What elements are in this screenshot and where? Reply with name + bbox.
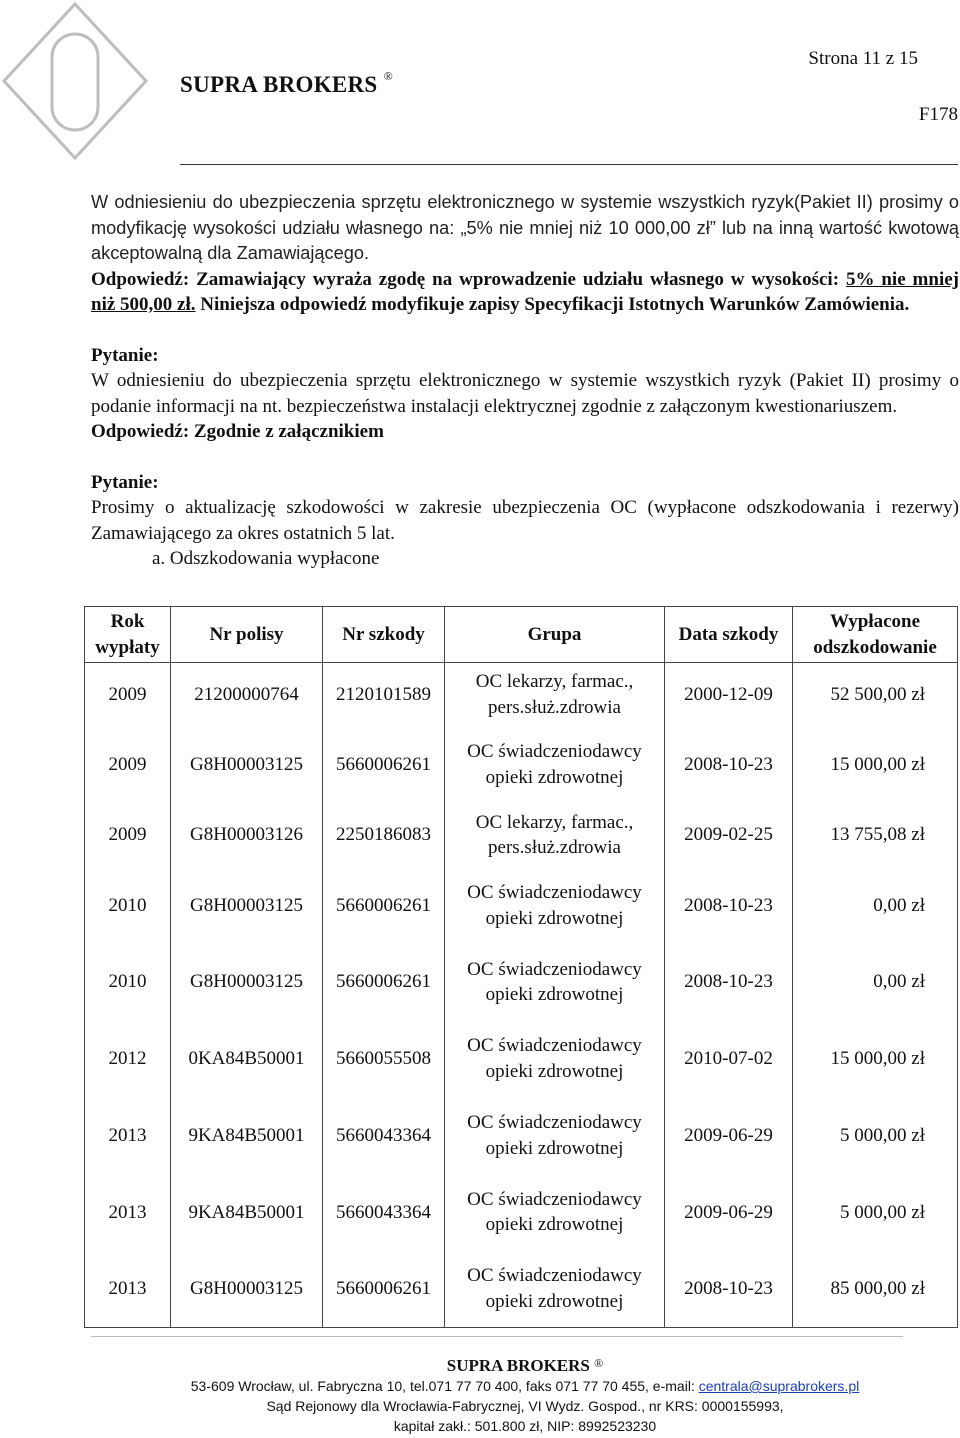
- footer-address: [91, 1376, 959, 1396]
- col-group: Grupa: [445, 607, 665, 663]
- col-date: Data szkody: [665, 607, 793, 663]
- answer-1-rest: Niniejsza odpowiedź modyfikuje zapisy Specyfikacji Istotnych Warunków Zamówienia.: [195, 294, 910, 315]
- brand-title: [180, 69, 394, 98]
- cell-claim: 5660006261: [323, 944, 445, 1021]
- document-code: F178: [918, 104, 958, 125]
- request-paragraph-1: W odniesieniu do ubezpieczenia sprzętu elektronicznego w systemie wszystkich ryzyk(Pakiet II) prosimy o modyfikację wysokości udziału własnego na: „5% nie mniej niż 10 000,00 zł” lub na inną wartość kwotową akceptowalną dla Zamawiającego.: [91, 192, 959, 263]
- cell-group: OC świadczeniodawcy opieki zdrowotnej: [445, 1021, 665, 1098]
- cell-amount: 13 755,08 zł: [793, 803, 958, 867]
- cell-group: OC lekarzy, farmac., pers.służ.zdrowia: [445, 803, 665, 867]
- cell-policy: G8H00003125: [171, 944, 323, 1021]
- cell-claim: 5660006261: [323, 867, 445, 944]
- table-row: [85, 1097, 958, 1174]
- table-row: [85, 1021, 958, 1098]
- cell-amount: 0,00 zł: [793, 867, 958, 944]
- cell-policy: G8H00003125: [171, 1251, 323, 1328]
- cell-policy: G8H00003125: [171, 727, 323, 804]
- cell-group: OC świadczeniodawcy opieki zdrowotnej: [445, 1097, 665, 1174]
- cell-date: 2008-10-23: [665, 1251, 793, 1328]
- answer-1-lead: Odpowiedź: Zamawiający wyraża zgodę na wprowadzenie udziału własnego w wysokości:: [91, 268, 840, 290]
- cell-group: OC lekarzy, farmac., pers.służ.zdrowia: [445, 663, 665, 727]
- header-divider: [180, 164, 958, 165]
- cell-date: 2009-02-25: [665, 803, 793, 867]
- answer-1: [91, 267, 959, 318]
- table-row: [85, 1251, 958, 1328]
- cell-group: OC świadczeniodawcy opieki zdrowotnej: [445, 1174, 665, 1251]
- table-row: [85, 727, 958, 804]
- table-row: [85, 944, 958, 1021]
- cell-claim: 5660055508: [323, 1021, 445, 1098]
- footer-brand-name: SUPRA BROKERS: [446, 1356, 590, 1375]
- cell-year: 2012: [85, 1021, 171, 1098]
- brand-name: SUPRA BROKERS: [180, 72, 378, 97]
- cell-claim: 5660043364: [323, 1097, 445, 1174]
- cell-year: 2009: [85, 663, 171, 727]
- cell-amount: 52 500,00 zł: [793, 663, 958, 727]
- cell-year: 2013: [85, 1174, 171, 1251]
- cell-amount: 5 000,00 zł: [793, 1097, 958, 1174]
- question-2-label: Pytanie:: [91, 344, 159, 366]
- cell-claim: 5660043364: [323, 1174, 445, 1251]
- cell-policy: G8H00003126: [171, 803, 323, 867]
- cell-policy: 9KA84B50001: [171, 1097, 323, 1174]
- table-row: [85, 663, 958, 727]
- cell-year: 2013: [85, 1097, 171, 1174]
- footer-divider: [91, 1336, 903, 1337]
- cell-policy: 9KA84B50001: [171, 1174, 323, 1251]
- cell-date: 2008-10-23: [665, 944, 793, 1021]
- table-row: [85, 1174, 958, 1251]
- footer-capital: kapitał zakł.: 501.800 zł, NIP: 8992523230: [393, 1418, 657, 1434]
- table-header-row: [85, 607, 958, 663]
- cell-group: OC świadczeniodawcy opieki zdrowotnej: [445, 867, 665, 944]
- document-body: [91, 190, 959, 572]
- cell-date: 2008-10-23: [665, 727, 793, 804]
- cell-claim: 2250186083: [323, 803, 445, 867]
- cell-claim: 5660006261: [323, 1251, 445, 1328]
- table-row: [85, 867, 958, 944]
- question-2-text: W odniesieniu do ubezpieczenia sprzętu elektronicznego w systemie wszystkich ryzyk (Pakiet II) prosimy o podanie informacji na nt. bezpieczeństwa instalacji elektrycznej zgodnie z załączonym kwestionariuszem.: [91, 370, 959, 417]
- cell-claim: 5660006261: [323, 727, 445, 804]
- cell-claim: 2120101589: [323, 663, 445, 727]
- cell-amount: 15 000,00 zł: [793, 1021, 958, 1098]
- cell-date: 2008-10-23: [665, 867, 793, 944]
- cell-policy: 21200000764: [171, 663, 323, 727]
- question-3-text: Prosimy o aktualizację szkodowości w zakresie ubezpieczenia OC (wypłacone odszkodowania i rezerwy) Zamawiającego za okres ostatnich 5 lat.: [91, 497, 959, 544]
- cell-policy: G8H00003125: [171, 867, 323, 944]
- cell-policy: 0KA84B50001: [171, 1021, 323, 1098]
- cell-year: 2010: [85, 867, 171, 944]
- company-logo: [0, 0, 150, 162]
- cell-date: 2010-07-02: [665, 1021, 793, 1098]
- footer-address-text: 53-609 Wrocław, ul. Fabryczna 10, tel.071 77 70 400, faks 071 77 70 455, e-mail:: [190, 1378, 699, 1394]
- question-3-label: Pytanie:: [91, 471, 159, 493]
- table-row: [85, 803, 958, 867]
- cell-date: 2009-06-29: [665, 1097, 793, 1174]
- col-amount: Wypłacone odszkodowanie: [793, 607, 958, 663]
- col-year: Rok wypłaty: [85, 607, 171, 663]
- cell-date: 2000-12-09: [665, 663, 793, 727]
- cell-amount: 0,00 zł: [793, 944, 958, 1021]
- answer-1-underlined: 5% nie mniej niż 500,00 zł.: [91, 268, 959, 315]
- cell-amount: 5 000,00 zł: [793, 1174, 958, 1251]
- cell-year: 2009: [85, 727, 171, 804]
- page-number: Strona 11 z 15: [808, 48, 918, 69]
- page-footer: [91, 1356, 959, 1436]
- cell-year: 2013: [85, 1251, 171, 1328]
- cell-group: OC świadczeniodawcy opieki zdrowotnej: [445, 944, 665, 1021]
- footer-brand: [91, 1356, 959, 1376]
- col-claim: Nr szkody: [323, 607, 445, 663]
- cell-group: OC świadczeniodawcy opieki zdrowotnej: [445, 1251, 665, 1328]
- claims-table: [84, 606, 958, 1328]
- registered-mark: ®: [383, 69, 394, 83]
- cell-year: 2010: [85, 944, 171, 1021]
- cell-year: 2009: [85, 803, 171, 867]
- footer-court-registration: Sąd Rejonowy dla Wrocławia-Fabrycznej, VI Wydz. Gospod., nr KRS: 0000155993,: [266, 1398, 784, 1414]
- footer-registered-mark: ®: [594, 1356, 604, 1370]
- cell-amount: 85 000,00 zł: [793, 1251, 958, 1328]
- col-policy: Nr polisy: [171, 607, 323, 663]
- answer-2: Odpowiedź: Zgodnie z załącznikiem: [91, 421, 384, 442]
- cell-date: 2009-06-29: [665, 1174, 793, 1251]
- cell-group: OC świadczeniodawcy opieki zdrowotnej: [445, 727, 665, 804]
- footer-email-link[interactable]: centrala@suprabrokers.pl: [698, 1378, 860, 1394]
- cell-amount: 15 000,00 zł: [793, 727, 958, 804]
- claims-subheading: a. Odszkodowania wypłacone: [152, 548, 380, 569]
